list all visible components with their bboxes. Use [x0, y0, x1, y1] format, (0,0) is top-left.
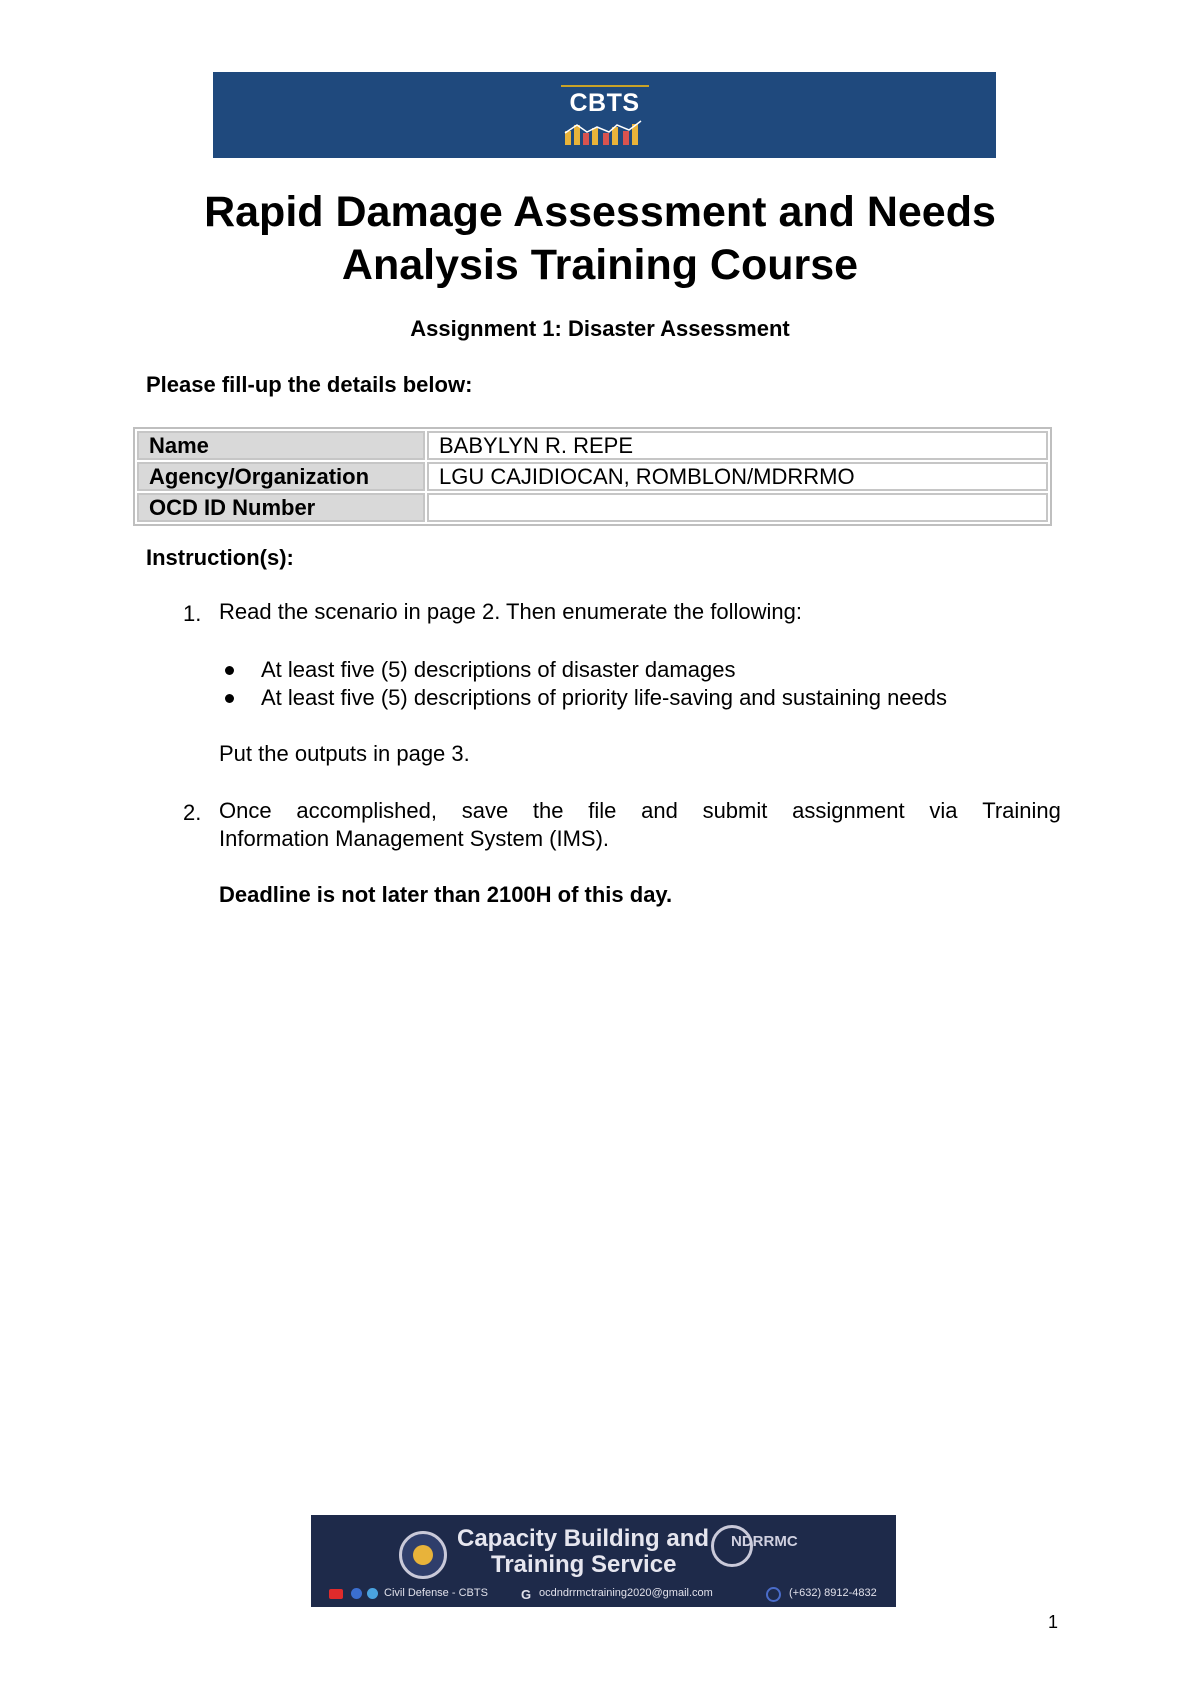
bullet-2-text: At least five (5) descriptions of priority life-saving and sustaining needs — [261, 685, 948, 710]
ndrrmc-badge: NDRRMC — [731, 1533, 798, 1550]
page-number: 1 — [1048, 1612, 1059, 1632]
agency-label: Agency/Organization — [137, 462, 425, 491]
footer-email: ocdndrrmctraining2020@gmail.com — [539, 1587, 713, 1599]
item-1-text: Read the scenario in page 2. Then enumerate the following: — [219, 599, 802, 624]
assignment-subtitle: Assignment 1: Disaster Assessment — [410, 316, 790, 341]
logo-text: CBTS — [569, 89, 640, 117]
bullet-icon — [225, 694, 234, 703]
table-row — [137, 493, 1048, 522]
item-2-line-1 — [219, 797, 1061, 825]
word: the — [532, 798, 564, 823]
cbts-logo — [561, 85, 649, 145]
footer-title-line-2: Training Service — [491, 1551, 677, 1578]
google-icon: G — [521, 1587, 532, 1602]
phone-icon — [766, 1587, 781, 1602]
deadline-text: Deadline is not later than 2100H of this day. — [219, 882, 673, 907]
document-title — [0, 186, 1200, 292]
table-row — [137, 431, 1048, 460]
details-table — [133, 427, 1052, 526]
civil-defense-seal-icon — [399, 1531, 447, 1579]
word: Training — [982, 798, 1061, 823]
word: assignment — [792, 798, 905, 823]
footer-title-line-1: Capacity Building and — [457, 1525, 710, 1552]
bullet-1-text: At least five (5) descriptions of disaster damages — [261, 657, 736, 682]
youtube-icon — [329, 1589, 343, 1599]
header-banner — [213, 72, 996, 158]
ocd-id-field[interactable] — [427, 493, 1048, 522]
bar-chart-icon — [563, 119, 647, 145]
facebook-icon — [351, 1588, 362, 1599]
social-handle: Civil Defense - CBTS — [384, 1587, 488, 1599]
instructions-label: Instruction(s): — [146, 545, 294, 570]
twitter-icon — [367, 1588, 378, 1599]
name-label: Name — [137, 431, 425, 460]
name-field[interactable]: BABYLYN R. REPE — [427, 431, 1048, 460]
title-line-1: Rapid Damage Assessment and Needs — [204, 188, 996, 236]
word: save — [461, 798, 509, 823]
item-1-note: Put the outputs in page 3. — [219, 741, 470, 766]
item-2-number: 2. — [183, 800, 202, 825]
ocd-id-label: OCD ID Number — [137, 493, 425, 522]
table-row — [137, 462, 1048, 491]
word: accomplished, — [296, 798, 437, 823]
bullet-icon — [225, 666, 234, 675]
word: and — [641, 798, 678, 823]
footer-banner — [311, 1515, 896, 1607]
fill-up-label: Please fill-up the details below: — [146, 372, 473, 397]
word: submit — [702, 798, 768, 823]
word: via — [929, 798, 958, 823]
item-1-number: 1. — [183, 601, 202, 626]
word: Once — [219, 798, 272, 823]
logo-divider — [561, 85, 649, 87]
title-line-2: Analysis Training Course — [341, 241, 859, 289]
word: file — [588, 798, 617, 823]
item-2-line-2: Information Management System (IMS). — [219, 826, 610, 851]
footer-phone: (+632) 8912-4832 — [789, 1587, 877, 1599]
agency-field[interactable]: LGU CAJIDIOCAN, ROMBLON/MDRRMO — [427, 462, 1048, 491]
